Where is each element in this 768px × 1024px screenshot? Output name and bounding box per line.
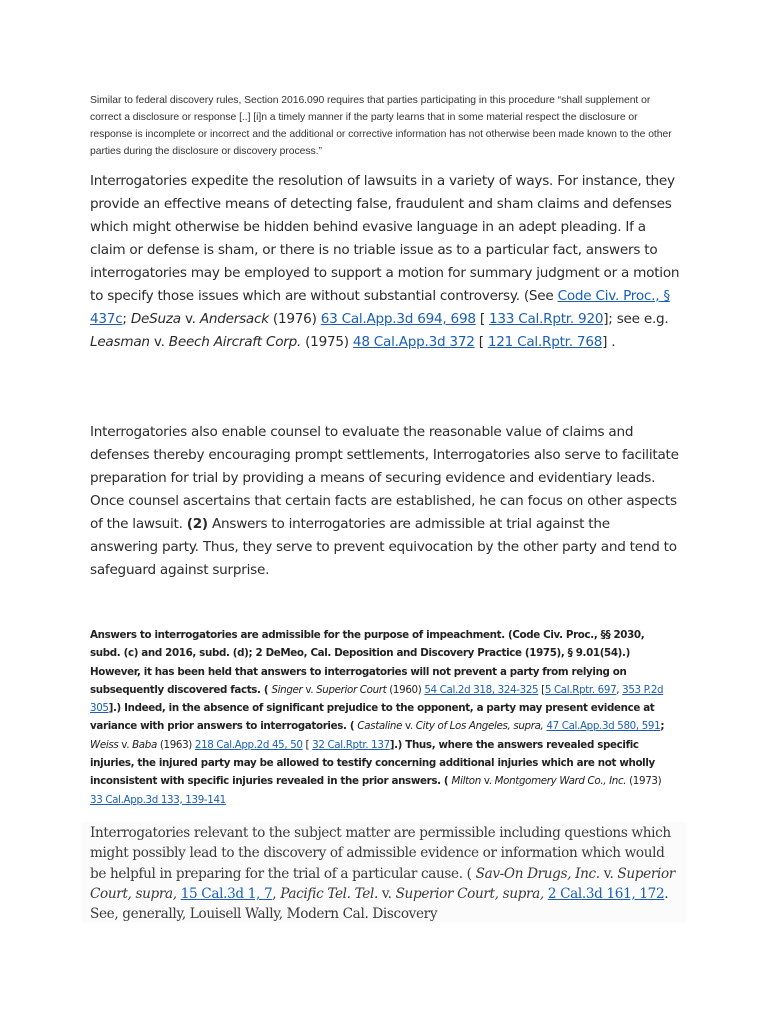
case-name: Superior Court <box>316 683 387 696</box>
citation-link[interactable]: 15 Cal.3d 1, 7 <box>180 885 273 902</box>
case-name: DeSuza <box>130 311 181 327</box>
case-name: Weiss <box>90 738 119 751</box>
citation-link[interactable]: Code Civ. Proc., § 437c <box>90 288 670 327</box>
case-name: Castaline <box>357 720 403 733</box>
citation-link[interactable]: 218 Cal.App.2d 45, 50 <box>194 738 303 751</box>
case-name: Baba <box>132 738 157 751</box>
citation-link[interactable]: 121 Cal.Rptr. 768 <box>487 334 603 350</box>
citation-link[interactable]: 33 Cal.App.3d 133, 139-141 <box>90 793 226 806</box>
case-name: Beech Aircraft Corp. <box>168 334 302 350</box>
citation-link[interactable]: 47 Cal.App.3d 580, 591 <box>546 720 661 733</box>
case-name: Leasman <box>90 334 150 350</box>
paragraph-interrogatories-expedite: Interrogatories expedite the resolution of lawsuits in a variety of ways. For instance, they provide an effective means of detecting false, fraudulent and sham claims and defenses which might otherwise be hidden behind evasive language in an adept pleading. If a claim or defense is sham, or there is no triable issue as to a particular fact, answers to interrogatories may be employed to support a motion for summary judgment or a motion to specify those issues which are without substantial controversy. (See Code Civ. Proc., § 437c; DeSuza v. Andersack (1976) 63 Cal.App.3d 694, 698 [ 133 Cal.Rptr. 920]; see e.g. Leasman v. Beech Aircraft Corp. (1975) 48 Cal.App.3d 372 [ 121 Cal.Rptr. 768] . <box>90 173 680 350</box>
citation-link[interactable]: 133 Cal.Rptr. 920 <box>488 311 604 327</box>
paragraph-impeachment: Answers to interrogatories are admissible for the purpose of impeachment. (Code Civ. Proc., §§ 2030, subd. (c) and 2016, subd. (d); 2 DeMeo, Cal. Deposition and Discovery Practice (1975), § 9.01(54).) However, it has been held that answers to interrogatories will not prevent a party from relying on subsequently discovered facts. ( Singer v. Superior Court (1960) 54 Cal.2d 318, 324-325 [5 Cal.Rptr. 697, 353 P.2d 305].) Indeed, in the absence of significant prejudice to the opponent, a party may present evidence at variance with prior answers to interrogatories. ( Castaline v. City of Los Angeles, supra, 47 Cal.App.3d 580, 591; Weiss v. Baba (1963) 218 Cal.App.2d 45, 50 [ 32 Cal.Rptr. 137].) Thus, where the answers revealed specific injuries, the injured party may be allowed to testify concerning additional injuries which are not wholly inconsistent with specific injuries revealed in the prior answers. ( Milton v. Montgomery Ward Co., Inc. (1973) 33 Cal.App.3d 133, 139-141 <box>90 629 665 806</box>
citation-link[interactable]: 353 P.2d 305 <box>90 683 664 715</box>
citation-link[interactable]: 48 Cal.App.3d 372 <box>352 334 475 350</box>
citation-link[interactable]: 5 Cal.Rptr. 697 <box>544 683 617 696</box>
case-name: Superior Court, supra, <box>395 885 544 902</box>
case-name: Pacific Tel. Tel. <box>280 885 378 902</box>
paragraph-number: (2) <box>186 516 208 532</box>
citation-link[interactable]: 63 Cal.App.3d 694, 698 <box>320 311 476 327</box>
case-name: Andersack <box>199 311 269 327</box>
case-name: Singer <box>271 683 303 696</box>
citation-link[interactable]: 2 Cal.3d 161, 172 <box>547 885 665 902</box>
citation-link[interactable]: 32 Cal.Rptr. 137 <box>312 738 390 751</box>
case-name: Sav-On Drugs, Inc. <box>475 865 600 882</box>
citation-link[interactable]: 54 Cal.2d 318, 324-325 <box>424 683 539 696</box>
case-name: Montgomery Ward Co., Inc. <box>494 775 627 788</box>
case-name: Milton <box>451 775 481 788</box>
paragraph-relevant-subject-matter: Interrogatories relevant to the subject matter are permissible including questions which might possibly lead to the discovery of admissible evidence or information which would be helpful in preparing for the trial of a particular cause. ( Sav-On Drugs, Inc. v. Superior Court, supra, 15 Cal.3d 1, 7, Pacific Tel. Tel. v. Superior Court, supra, 2 Cal.3d 161, 172. See, generally, Louisell Wally, Modern Cal. Discovery <box>82 822 686 923</box>
intro-paragraph: Similar to federal discovery rules, Section 2016.090 requires that parties participating in this procedure “shall supplement or correct a disclosure or response [..] [i]n a timely manner if the party learns that in some material respect the disclosure or response is incomplete or incorrect and the additional or corrective information has not otherwise been made known to the other parties during the disclosure or discovery process.” <box>90 95 672 157</box>
case-name: Superior Court, supra, <box>90 865 675 902</box>
case-name: City of Los Angeles, supra, <box>415 720 544 733</box>
paragraph-interrogatories-evaluate: Interrogatories also enable counsel to evaluate the reasonable value of claims and defenses thereby encouraging prompt settlements, Interrogatories also serve to facilitate preparation for trial by providing a means of securing evidence and evidentiary leads. Once counsel ascertains that certain facts are established, he can focus on other aspects of the lawsuit. (2) Answers to interrogatories are admissible at trial against the answering party. Thus, they serve to prevent equivocation by the other party and tend to safeguard against surprise. <box>90 424 679 578</box>
